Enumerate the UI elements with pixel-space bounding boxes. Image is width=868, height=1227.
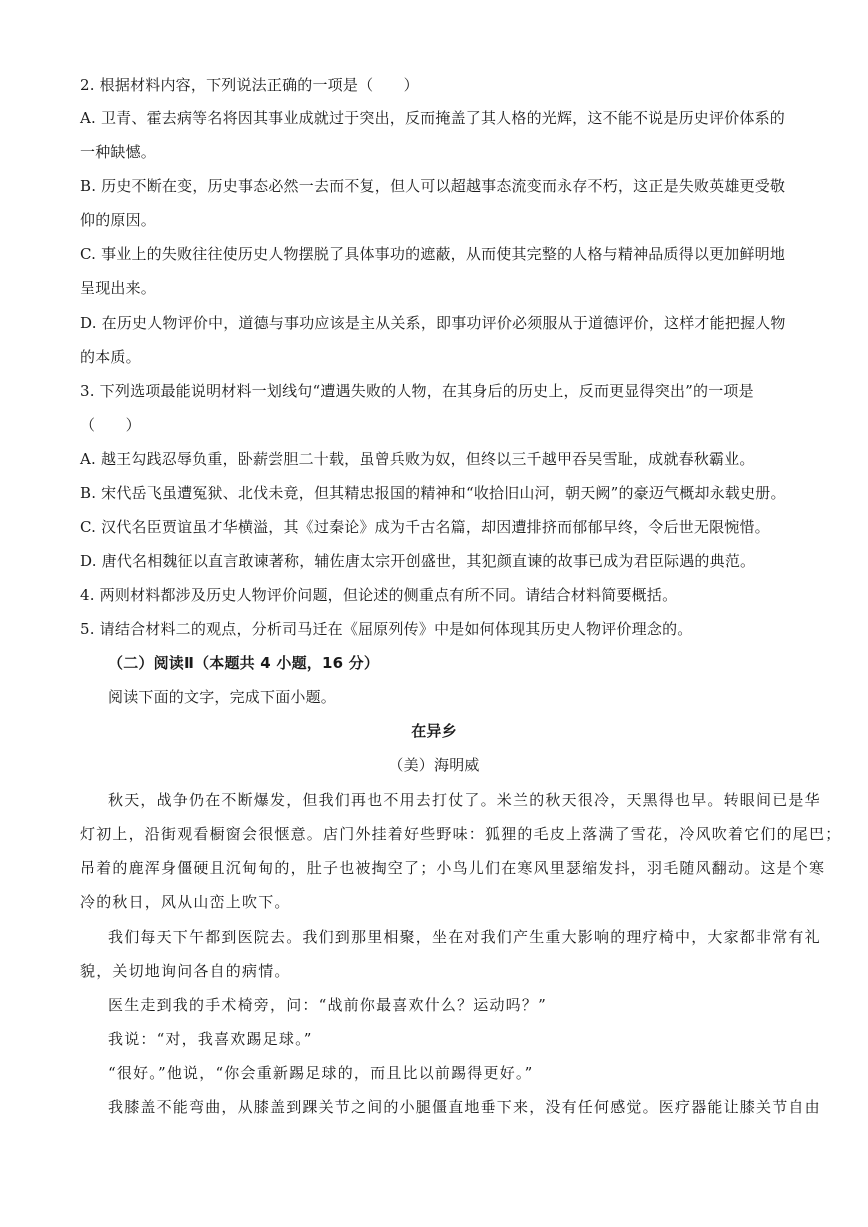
question-2-option-d-cont: 的本质。 — [80, 348, 141, 366]
question-2-option-b-cont: 仰的原因。 — [80, 211, 157, 229]
section-instruction: 阅读下面的文字，完成下面小题。 — [108, 688, 337, 706]
story-paragraph-1-line-4: 冷的秋日，风从山峦上吹下。 — [80, 893, 291, 911]
story-paragraph-2-line-2: 貌，关切地询问各自的病情。 — [80, 962, 291, 980]
question-2-option-c: C. 事业上的失败往往使历史人物摆脱了具体事功的遮蔽，从而使其完整的人格与精神品质得以更加鲜明地 — [80, 245, 786, 263]
question-2-option-c-cont: 呈现出来。 — [80, 279, 157, 297]
story-paragraph-1-line-1: 秋天，战争仍在不断爆发，但我们再也不用去打仗了。米兰的秋天很冷，天黑得也早。转眼间已是华 — [108, 791, 821, 809]
question-4: 4. 两则材料都涉及历史人物评价问题，但论述的侧重点有所不同。请结合材料简要概括。 — [80, 586, 678, 604]
question-2-option-b: B. 历史不断在变，历史事态必然一去而不复，但人可以超越事态流变而永存不朽，这正是失败英雄更受敬 — [80, 177, 786, 195]
question-2-option-a: A. 卫青、霍去病等名将因其事业成就过于突出，反而掩盖了其人格的光辉，这不能不说是历史评价体系的 — [80, 109, 785, 127]
story-author: （美）海明威 — [388, 756, 480, 774]
story-paragraph-5: “很好。”他说，“你会重新踢足球的，而且比以前踢得更好。” — [108, 1064, 534, 1082]
question-3-option-d: D. 唐代名相魏征以直言敢谏著称，辅佐唐太宗开创盛世，其犯颜直谏的故事已成为君臣际遇的典范。 — [80, 552, 756, 570]
story-paragraph-2-line-1: 我们每天下午都到医院去。我们到那里相聚，坐在对我们产生重大影响的理疗椅中，大家都非常有礼 — [108, 928, 821, 946]
question-3-paren: （ ） — [80, 416, 141, 434]
story-paragraph-4: 我说：“对，我喜欢踢足球。” — [108, 1030, 313, 1048]
story-title: 在异乡 — [411, 722, 457, 740]
question-3-option-a: A. 越王勾践忍辱负重，卧薪尝胆二十载，虽曾兵败为奴，但终以三千越甲吞吴雪耻，成就春秋霸业。 — [80, 450, 755, 468]
story-paragraph-1-line-3: 吊着的鹿浑身僵硬且沉甸甸的，肚子也被掏空了；小鸟儿们在寒风里瑟缩发抖，羽毛随风翻动。这是个寒 — [80, 859, 826, 877]
question-5: 5. 请结合材料二的观点，分析司马迁在《屈原列传》中是如何体现其历史人物评价理念的。 — [80, 620, 693, 638]
question-3-option-c: C. 汉代名臣贾谊虽才华横溢，其《过秦论》成为千古名篇，却因遭排挤而郁郁早终，令后世无限惋惜。 — [80, 518, 770, 536]
question-3-stem: 3. 下列选项最能说明材料一划线句“遭遇失败的人物，在其身后的历史上，反而更显得突出”的一项是 — [80, 382, 754, 400]
question-2-option-d: D. 在历史人物评价中，道德与事功应该是主从关系，即事功评价必须服从于道德评价，这样才能把握人物 — [80, 314, 786, 332]
story-paragraph-3: 医生走到我的手术椅旁，问：“战前你最喜欢什么？运动吗？” — [108, 996, 547, 1014]
story-paragraph-1-line-2: 灯初上，沿街观看橱窗会很惬意。店门外挂着好些野味：狐狸的毛皮上落满了雪花，冷风吹着它们的尾巴； — [80, 825, 842, 843]
question-2-option-a-cont: 一种缺憾。 — [80, 143, 157, 161]
story-paragraph-6: 我膝盖不能弯曲，从膝盖到踝关节之间的小腿僵直地垂下来，没有任何感觉。医疗器能让膝关节自由 — [108, 1098, 821, 1116]
section-heading: （二）阅读Ⅱ（本题共 4 小题，16 分） — [108, 654, 380, 672]
question-2-stem: 2. 根据材料内容，下列说法正确的一项是（ ） — [80, 76, 419, 94]
question-3-option-b: B. 宋代岳飞虽遭冤狱、北伐未竟，但其精忠报国的精神和“收拾旧山河，朝天阙”的豪迈气概却永载史册。 — [80, 484, 786, 502]
